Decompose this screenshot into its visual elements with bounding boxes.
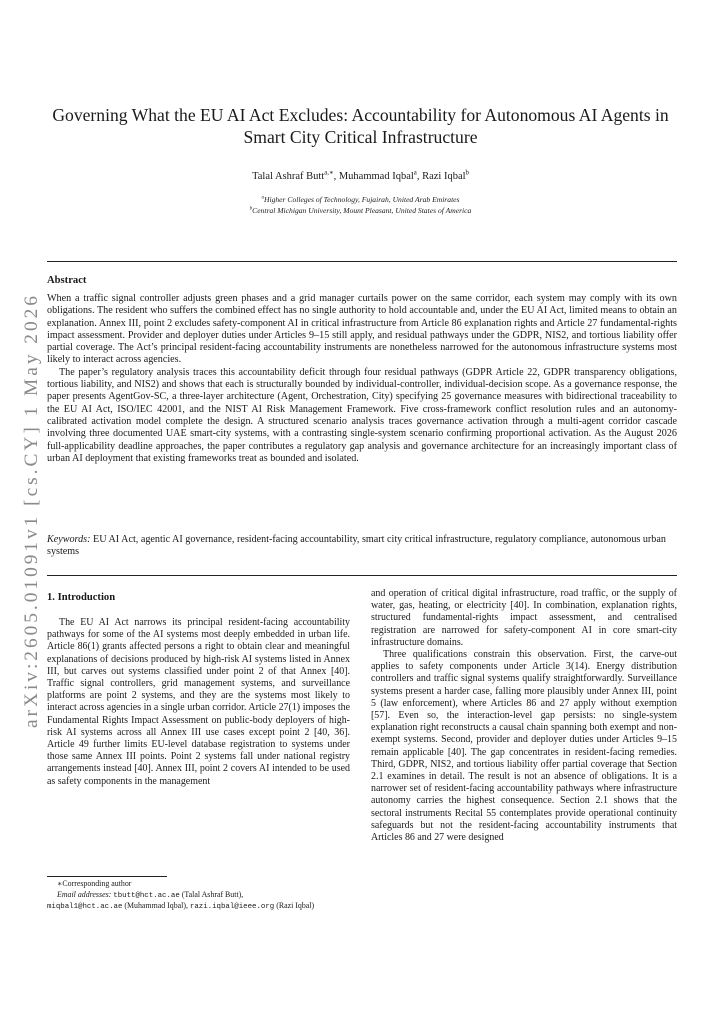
email-address[interactable]: miqbal1@hct.ac.ae <box>47 903 123 911</box>
section-heading-introduction: 1. Introduction <box>47 592 116 603</box>
affiliations <box>40 194 681 216</box>
body-paragraph: The EU AI Act narrows its principal resident-facing accountability pathways for some of the AI systems most deeply embedded in urban life. Article 86(1) grants affected persons a right to obtain clear and meaningful explanations of decisions produced by high-risk AI systems listed in Annex III, but carves out systems classified under point 2 of that Annex [40]. Traffic signal controllers, grid management systems, and surveillance platforms are point 2 systems, and they are the systems most likely to interact across agencies in a single urban corridor. Article 27(1) imposes the Fundamental Rights Impact Assessment on public-body deployers of high-risk AI systems across all Annex III use cases except point 2 [40, 36]. Article 49 further limits EU-level database registration to systems under those same Annex III points. Point 2 systems fall under national registry arrangements instead [40]. Annex III, point 2 covers AI intended to be used as safety components in the management <box>47 617 350 787</box>
keywords-label: Keywords: <box>47 534 91 545</box>
footnote <box>47 879 357 913</box>
abstract-top-rule <box>47 261 677 262</box>
body-paragraph: Three qualifications constrain this observation. First, the carve-out applies to safety components under Article 3(14). Energy distribution controllers and traffic signal systems qualify straightforwardly. Surveillance systems present a harder case, falling more plausibly under Annex III, point 5 (law enforcement), where Articles 86 and 27 apply without exemption [57]. Even so, the interaction-level gap persists: no single-system explanation right reconstructs a causal chain spanning both exempt and non-exempt systems. Second, provider and deployer duties under Articles 9–15 remain applicable [40]. The gap concentrates in resident-facing remedies. Third, GDPR, NIS2, and tortious liability offer partial coverage that Section 2.1 examines in detail. The result is not an absence of obligations. It is a narrower set of resident-facing accountability pathways where infrastructure autonomy carries the highest consequence. Section 2.1 shows that the sectoral instruments Recital 55 contemplates provide operational continuity safeguards but not the resident-facing accountability instruments that Articles 86 and 27 were designed <box>371 649 677 844</box>
abstract-body <box>47 293 677 465</box>
keywords-text: EU AI Act, agentic AI governance, resident-facing accountability, smart city critical infrastructure, regulatory compliance, autonomous urban systems <box>47 534 666 558</box>
email-line: Email addresses: tbutt@hct.ac.ae (Talal Ashraf Butt), <box>57 889 244 900</box>
author: Razi Iqbal$^b$ <box>422 169 469 182</box>
abstract-bottom-rule <box>47 575 677 576</box>
arxiv-identifier: arXiv:2605.01091v1 [cs.CY] 1 May 2026 <box>21 296 42 728</box>
email-address[interactable]: razi.iqbal@ieee.org <box>189 903 275 911</box>
affiliation: $^a$Higher Colleges of Technology, Fujairah, United Arab Emirates <box>261 195 460 204</box>
corresponding-author-note: ∗Corresponding author <box>57 879 132 888</box>
email-address[interactable]: tbutt@hct.ac.ae <box>113 891 180 900</box>
paper-title: Governing What the EU AI Act Excludes: Accountability for Autonomous AI Agents in Smart City Critical Infrastructure <box>52 105 669 147</box>
abstract-paragraph: When a traffic signal controller adjusts green phases and a grid manager curtails power on the same corridor, each system may comply with its own obligations. The resident who suffers the combined effect has no single authority to hold accountable and, under the EU AI Act, limited means to obtain an explanation. Annex III, point 2 excludes safety-component AI in critical infrastructure from Article 86 explanation rights and Article 27 fundamental-rights impact assessment. Provider and deployer duties under Articles 9–15 still apply, and residual pathways under the GDPR, NIS2, and tortious liability offer partial coverage. The Act’s principal resident-facing accountability instruments are nonetheless narrowed for the autonomous infrastructure systems most likely to interact across agencies. <box>47 293 677 366</box>
footnote-rule <box>47 876 167 877</box>
abstract-heading: Abstract <box>47 275 87 286</box>
affiliation: $^b$Central Michigan University, Mount Pleasant, United States of America <box>249 206 472 215</box>
author: Talal Ashraf Butt$^{a,∗}$, <box>252 169 339 182</box>
left-column <box>47 617 350 788</box>
abstract-paragraph: The paper’s regulatory analysis traces this accountability deficit through four residual pathways (GDPR Article 22, GDPR transparency obligations, tortious liability, and NIS2) and shows that each is structurally bounded by individual-controller, individual-decision scope. As a governance response, the paper presents AgentGov-SC, a three-layer architecture (Agent, Orchestration, City) specifying 25 governance measures with bidirectional traceability to the EU AI Act, ISO/IEC 42001, and the NIST AI Risk Management Framework. Five cross-framework conflict resolution rules and an autonomy-calibrated activation model complete the design. A structured scenario analysis traces governance activation through a multi-agent corridor cascade involving three documented UAE smart-city systems, with a contrasting single-system scenario confirming proportional activation. As the August 2026 full-applicability deadline approaches, the paper contributes a regulatory gap analysis and governance architecture for an increasingly important class of urban AI deployment that existing frameworks treat as bounded and isolated. <box>47 366 677 464</box>
body-paragraph: and operation of critical digital infrastructure, road traffic, or the supply of water, gas, heating, or electricity [40]. In combination, explanation rights, structured fundamental-rights impact assessment, and centralised registration are narrowed for safety-component AI in core smart-city infrastructure domains. <box>371 588 677 648</box>
email-line: miqbal1@hct.ac.ae (Muhammad Iqbal), razi.iqbal@ieee.org (Razi Iqbal) <box>47 901 315 911</box>
author: Muhammad Iqbal$^a$, <box>338 169 423 182</box>
author-list <box>40 171 681 182</box>
keywords <box>47 534 677 559</box>
right-column <box>371 588 677 844</box>
